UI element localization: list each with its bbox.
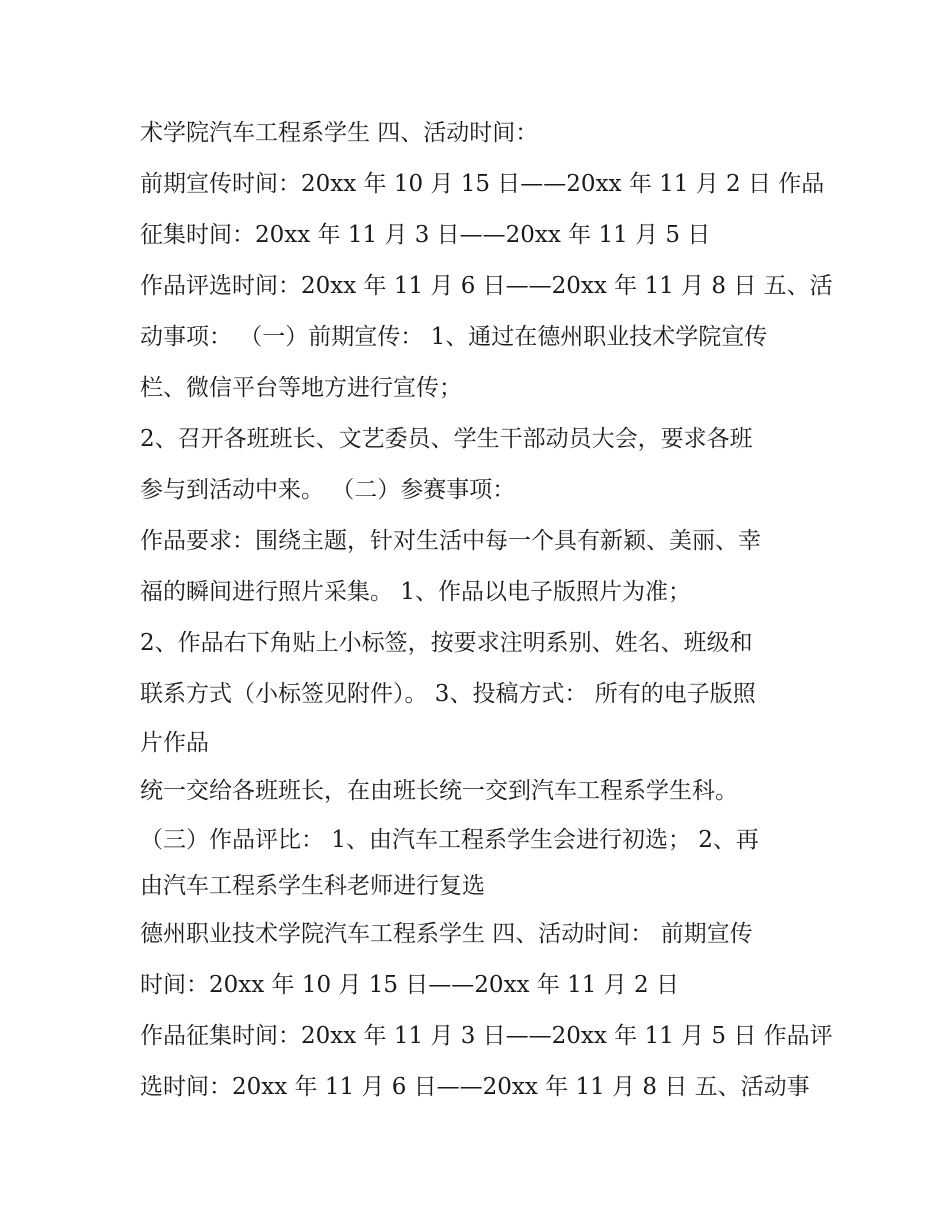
text-line: 作品评选时间：20xx 年 11 月 6 日——20xx 年 11 月 8 日 五、活 xyxy=(140,273,833,299)
text-line: 福的瞬间进行照片采集。 1、作品以电子版照片为准； xyxy=(140,579,691,605)
text-line: 2、作品右下角贴上小标签，按要求注明系别、姓名、班级和 xyxy=(140,630,753,656)
text-line: 动事项： （一）前期宣传： 1、通过在德州职业技术学院宣传 xyxy=(140,324,768,350)
text-line: 时间：20xx 年 10 月 15 日——20xx 年 11 月 2 日 xyxy=(140,972,679,998)
text-line: 征集时间：20xx 年 11 月 3 日——20xx 年 11 月 5 日 xyxy=(140,222,711,248)
text-line: 2、召开各班班长、文艺委员、学生干部动员大会，要求各班 xyxy=(140,426,753,452)
text-line: 参与到活动中来。 （二）参赛事项： xyxy=(140,477,516,503)
text-line: 前期宣传时间：20xx 年 10 月 15 日——20xx 年 11 月 2 日 作品 xyxy=(140,171,825,197)
document-body xyxy=(140,108,833,1113)
text-line: 由汽车工程系学生科老师进行复选 xyxy=(140,873,485,899)
text-line: （三）作品评比： 1、由汽车工程系学生会进行初选； 2、再 xyxy=(140,827,759,853)
text-line: 作品征集时间：20xx 年 11 月 3 日——20xx 年 11 月 5 日 作品评 xyxy=(140,1023,833,1049)
text-line: 统一交给各班班长，在由班长统一交到汽车工程系学生科。 xyxy=(140,778,738,804)
text-line: 德州职业技术学院汽车工程系学生 四、活动时间： 前期宣传 xyxy=(140,921,753,947)
text-line: 术学院汽车工程系学生 四、活动时间： xyxy=(140,120,539,146)
text-line: 选时间：20xx 年 11 月 6 日——20xx 年 11 月 8 日 五、活动事 xyxy=(140,1074,810,1100)
text-line: 作品要求：围绕主题，针对生活中每一个具有新颖、美丽、幸 xyxy=(140,528,761,554)
text-line: 片作品 xyxy=(140,730,209,756)
text-line: 栏、微信平台等地方进行宣传； xyxy=(140,375,462,401)
text-line: 联系方式（小标签见附件）。 3、投稿方式： 所有的电子版照 xyxy=(140,681,756,707)
